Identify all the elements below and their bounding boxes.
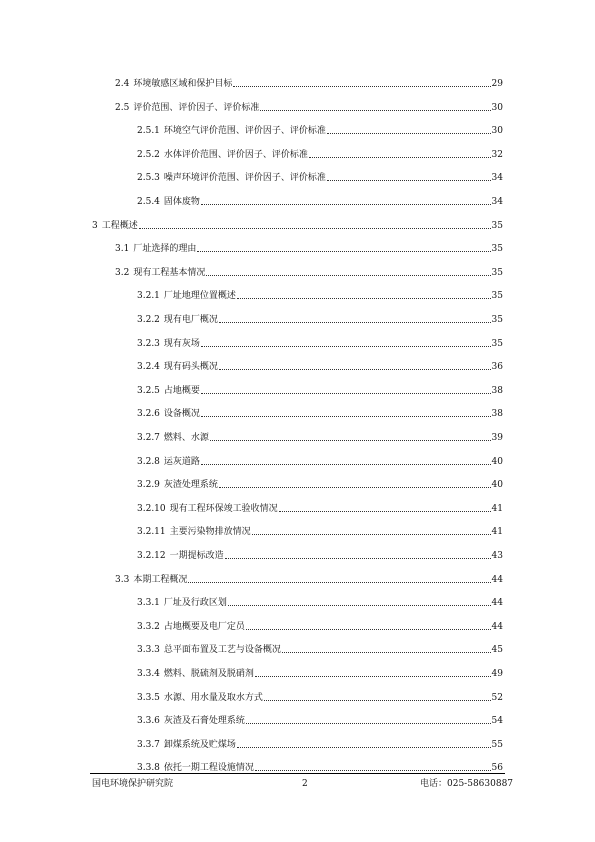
toc-entry-number: 3.2.4 — [137, 362, 160, 373]
toc-entry-number: 3.2.9 — [137, 480, 160, 491]
toc-entry[interactable] — [137, 644, 503, 656]
toc-leader-dots — [219, 369, 491, 370]
toc-entry-page: 54 — [491, 716, 503, 727]
toc-entry-title: 厂址及行政区划 — [163, 598, 227, 609]
footer-page-number: 2 — [302, 779, 308, 789]
toc-entry-title: 水体评价范围、评价因子、评价标准 — [163, 149, 308, 160]
toc-entry-title: 厂址地理位置概述 — [163, 291, 236, 302]
toc-entry-number: 2.5 — [115, 102, 130, 113]
toc-leader-dots — [139, 228, 491, 229]
toc-entry-number: 3.3.1 — [137, 598, 160, 609]
toc-entry-page: 35 — [491, 220, 503, 231]
toc-leader-dots — [201, 464, 491, 465]
toc-entry-page: 49 — [491, 669, 503, 679]
toc-entry-title: 主要污染物排放情况 — [169, 527, 251, 538]
toc-entry-title: 环境空气评价范围、评价因子、评价标准 — [163, 126, 326, 137]
toc-entry-number: 3.2.8 — [137, 456, 160, 467]
footer-phone: 电话：025-58630887 — [420, 779, 514, 789]
toc-entry-number: 3 — [92, 220, 98, 231]
toc-leader-dots — [206, 275, 490, 276]
toc-entry[interactable] — [137, 385, 503, 397]
toc-entry-number: 3.3.7 — [137, 739, 160, 750]
toc-leader-dots — [228, 605, 491, 606]
toc-leader-dots — [255, 676, 491, 677]
toc-entry[interactable] — [137, 408, 503, 420]
toc-entry-page: 34 — [491, 197, 503, 207]
toc-entry-title: 灰渣及石膏处理系统 — [163, 716, 245, 727]
toc-entry-title: 噪声环境评价范围、评价因子、评价标准 — [163, 173, 326, 184]
toc-entry-page: 35 — [491, 315, 503, 325]
toc-entry[interactable] — [137, 290, 503, 302]
toc-entry-title: 卸煤系统及贮煤场 — [163, 739, 236, 750]
toc-entry-number: 3.2.2 — [137, 315, 160, 325]
toc-entry-title: 本期工程概况 — [133, 574, 188, 585]
toc-entry[interactable] — [137, 692, 503, 704]
toc-leader-dots — [188, 582, 490, 583]
toc-entry-title: 环境敏感区域和保护目标 — [133, 79, 233, 89]
toc-leader-dots — [225, 558, 491, 559]
toc-leader-dots — [201, 346, 491, 347]
toc-entry-page: 35 — [491, 291, 503, 302]
toc-leader-dots — [219, 487, 491, 488]
toc-entry-page: 30 — [491, 126, 503, 137]
toc-entry-title: 占地概要 — [163, 385, 200, 396]
toc-leader-dots — [327, 133, 491, 134]
toc-entry-page: 41 — [491, 527, 503, 538]
toc-entry-number: 3.2.7 — [137, 433, 160, 443]
toc-entry[interactable] — [137, 338, 503, 350]
toc-entry-page: 40 — [491, 480, 503, 491]
toc-entry-page: 29 — [491, 79, 503, 89]
toc-entry[interactable] — [137, 172, 503, 184]
toc-leader-dots — [246, 723, 491, 724]
toc-entry-title: 厂址选择的理由 — [133, 244, 197, 255]
toc-entry-number: 3.2.5 — [137, 385, 160, 396]
toc-entry[interactable] — [92, 220, 503, 232]
toc-leader-dots — [197, 251, 490, 252]
toc-entry-number: 3.2.1 — [137, 291, 160, 302]
toc-entry-page: 55 — [491, 739, 503, 750]
toc-leader-dots — [246, 629, 491, 630]
toc-entry-title: 灰渣处理系统 — [163, 480, 218, 491]
toc-entry[interactable] — [137, 361, 503, 373]
toc-entry-page: 38 — [491, 409, 503, 420]
toc-entry-title: 现有工程基本情况 — [133, 267, 206, 278]
toc-entry-number: 3.3.4 — [137, 669, 160, 679]
footer-organization: 国电环境保护研究院 — [92, 779, 174, 789]
toc-entry-number: 3.2.12 — [137, 551, 166, 561]
toc-entry-page: 35 — [491, 244, 503, 255]
toc-leader-dots — [237, 298, 491, 299]
toc-leader-dots — [282, 652, 491, 653]
toc-entry-page: 44 — [491, 574, 503, 585]
toc-entry-number: 3.3.5 — [137, 692, 160, 703]
toc-entry[interactable] — [137, 621, 503, 633]
toc-entry-number: 3.3.3 — [137, 645, 160, 656]
toc-leader-dots — [201, 204, 491, 205]
toc-entry-page: 44 — [491, 621, 503, 632]
toc-leader-dots — [327, 180, 491, 181]
toc-entry-title: 燃料、脱硫剂及脱硝剂 — [163, 669, 254, 679]
toc-leader-dots — [201, 416, 491, 417]
toc-entry[interactable] — [137, 503, 503, 515]
toc-entry-page: 52 — [491, 692, 503, 703]
toc-entry[interactable] — [115, 267, 503, 279]
toc-entry-title: 工程概述 — [101, 220, 138, 231]
toc-leader-dots — [309, 157, 491, 158]
toc-entry-page: 56 — [491, 763, 503, 774]
toc-entry-number: 3.3 — [115, 574, 130, 585]
toc-entry-page: 36 — [491, 362, 503, 373]
toc-entry[interactable] — [137, 479, 503, 491]
toc-entry-number: 3.3.8 — [137, 763, 160, 774]
toc-entry-number: 3.2.10 — [137, 503, 166, 514]
toc-entry-title: 运灰道路 — [163, 456, 200, 467]
toc-entry-number: 3.2 — [115, 267, 130, 278]
toc-leader-dots — [233, 86, 490, 87]
toc-entry-page: 39 — [491, 433, 503, 443]
toc-leader-dots — [201, 393, 491, 394]
toc-entry-number: 3.1 — [115, 244, 130, 255]
toc-entry-number: 2.5.2 — [137, 149, 160, 160]
toc-entry[interactable] — [137, 550, 503, 562]
toc-entry-number: 3.3.6 — [137, 716, 160, 727]
toc-entry-title: 占地概要及电厂定员 — [163, 621, 245, 632]
toc-leader-dots — [255, 770, 491, 771]
toc-leader-dots — [219, 322, 491, 323]
toc-entry[interactable] — [137, 597, 503, 609]
toc-entry-number: 3.3.2 — [137, 621, 160, 632]
toc-entry-title: 现有工程环保竣工验收情况 — [169, 503, 278, 514]
toc-entry[interactable] — [137, 314, 503, 326]
toc-entry-title: 水源、用水量及取水方式 — [163, 692, 263, 703]
toc-entry[interactable] — [137, 526, 503, 538]
toc-entry[interactable] — [115, 102, 503, 114]
toc-entry-page: 40 — [491, 456, 503, 467]
toc-entry-page: 30 — [491, 102, 503, 113]
toc-entry-title: 固体废物 — [163, 197, 200, 207]
toc-entry-title: 总平面布置及工艺与设备概况 — [163, 645, 281, 656]
toc-entry-page: 44 — [491, 598, 503, 609]
toc-entry-page: 35 — [491, 338, 503, 349]
toc-entry-title: 现有灰场 — [163, 338, 200, 349]
toc-entry-title: 一期提标改造 — [169, 551, 224, 561]
toc-entry-page: 45 — [491, 645, 503, 656]
toc-entry[interactable] — [115, 78, 503, 90]
toc-leader-dots — [279, 511, 491, 512]
toc-entry[interactable] — [115, 243, 503, 255]
footer-divider — [90, 773, 505, 774]
toc-entry-number: 2.5.3 — [137, 173, 160, 184]
toc-entry-number: 2.5.1 — [137, 126, 160, 137]
toc-entry-title: 设备概况 — [163, 409, 200, 420]
toc-entry[interactable] — [137, 715, 503, 727]
toc-entry[interactable] — [137, 149, 503, 161]
toc-entry-title: 依托一期工程设施情况 — [163, 763, 254, 774]
toc-entry[interactable] — [137, 432, 503, 444]
toc-entry-page: 35 — [491, 267, 503, 278]
toc-entry[interactable] — [115, 574, 503, 586]
toc-entry-number: 2.4 — [115, 79, 130, 89]
toc-entry-title: 现有码头概况 — [163, 362, 218, 373]
toc-entry-number: 2.5.4 — [137, 197, 160, 207]
toc-entry-page: 34 — [491, 173, 503, 184]
toc-leader-dots — [210, 440, 491, 441]
toc-entry[interactable] — [137, 196, 503, 208]
toc-entry[interactable] — [137, 668, 503, 680]
toc-entry-page: 32 — [491, 149, 503, 160]
toc-entry[interactable] — [137, 456, 503, 468]
toc-entry-page: 43 — [491, 551, 503, 561]
toc-entry[interactable] — [137, 739, 503, 751]
toc-leader-dots — [260, 110, 490, 111]
toc-leader-dots — [237, 747, 491, 748]
toc-entry-title: 现有电厂概况 — [163, 315, 218, 325]
toc-entry[interactable] — [137, 125, 503, 137]
toc-entry-number: 3.2.3 — [137, 338, 160, 349]
toc-leader-dots — [264, 700, 491, 701]
toc-entry-title: 燃料、水源 — [163, 433, 209, 443]
toc-entry-page: 38 — [491, 385, 503, 396]
toc-entry-number: 3.2.11 — [137, 527, 166, 538]
toc-entry-number: 3.2.6 — [137, 409, 160, 420]
toc-entry-title: 评价范围、评价因子、评价标准 — [133, 102, 260, 113]
toc-leader-dots — [252, 534, 491, 535]
toc-entry-page: 41 — [491, 503, 503, 514]
